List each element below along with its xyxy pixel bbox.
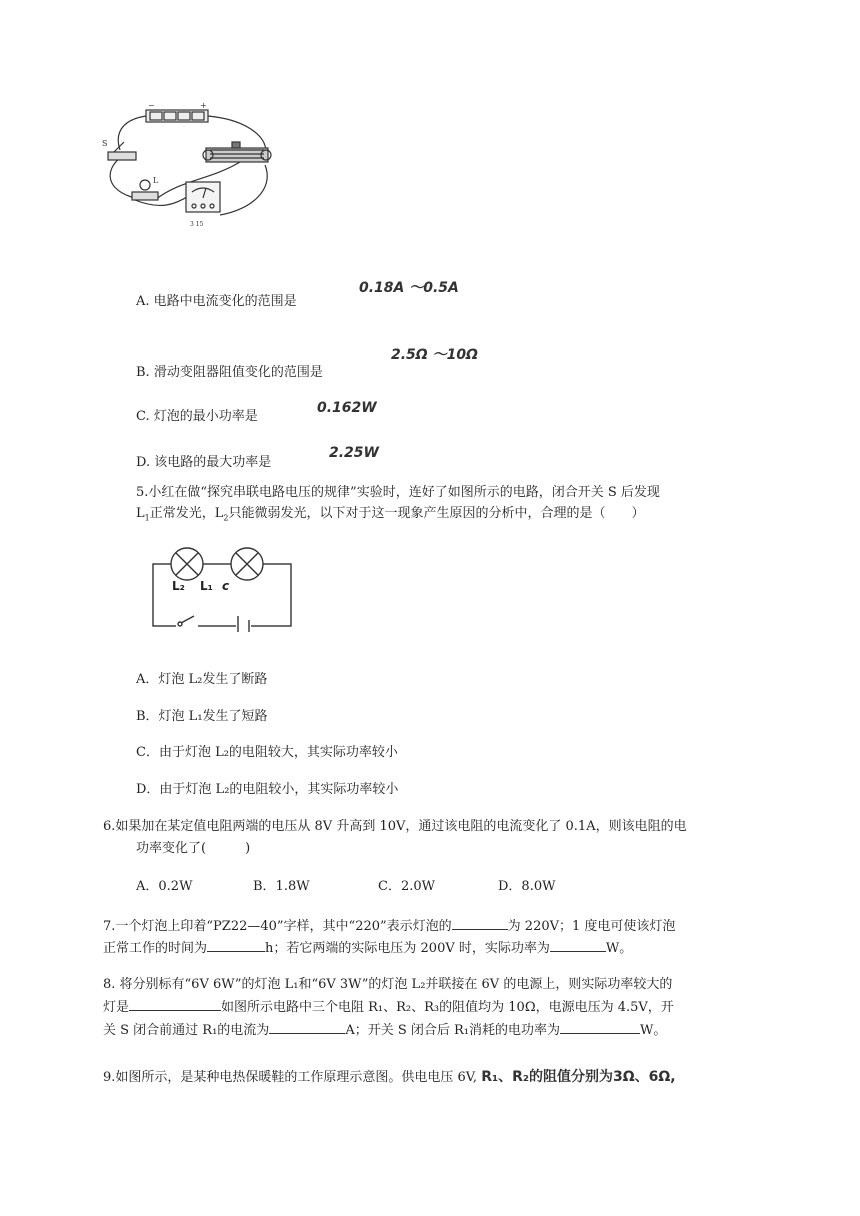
q4-option-c-value: 0.162W [317, 400, 377, 416]
q8-blank-1[interactable] [129, 998, 221, 1011]
q8-line1: 8. 将分别标有“6V 6W”的灯泡 L₁和“6V 3W”的灯泡 L₂并联接在 6V 的电源上，则实际功率较大的 [103, 977, 673, 992]
q6-option-b: B．1.8W [253, 879, 310, 894]
q8-blank-3[interactable] [560, 1021, 640, 1034]
q7-text-d: h；若它两端的实际电压为 200V 时，实际功率为 [265, 941, 550, 956]
q6-stem-line2: 功率变化了( ) [136, 841, 251, 856]
q8-line3 [103, 1019, 666, 1038]
q7-blank-3[interactable] [550, 939, 606, 952]
q8-text-e: W。 [640, 1023, 667, 1038]
q4-option-a-value: 0.18A ～0.5A [359, 280, 459, 296]
q5-option-b: B．灯泡 L₁发生了短路 [136, 709, 268, 724]
q4-option-b: B. 滑动变阻器阻值变化的范围是 [136, 365, 323, 380]
q7-text-a: 7.一个灯泡上印着“PZ22—40”字样，其中“220”表示灯泡的 [103, 919, 452, 934]
q6-option-c: C．2.0W [378, 879, 435, 894]
q7-line1 [103, 915, 675, 934]
q6-stem-line1: 6.如果加在某定值电阻两端的电压从 8V 升高到 10V，通过该电阻的电流变化了 0.1A，则该电阻的电 [103, 819, 687, 834]
q6-option-d: D．8.0W [498, 879, 556, 894]
c-label: c [222, 579, 230, 593]
q5-stem-line2 [136, 502, 644, 523]
figure1-plus: + [200, 101, 207, 110]
q7-text-e: W。 [605, 941, 633, 956]
q7-line2 [103, 937, 632, 956]
q8-text-b: 如图所示电路中三个电阻 R₁、R₂、R₃的阻值均为 10Ω，电源电压为 4.5V，开 [221, 1000, 674, 1015]
q5-sub1: 1 [144, 513, 150, 523]
q7-text-c: 正常工作的时间为 [103, 941, 208, 956]
q4-option-b-value: 2.5Ω ～10Ω [391, 347, 478, 363]
figure1-meter-scale: 3 15 [190, 221, 204, 228]
q5-sub2: 2 [223, 513, 229, 523]
figure1-minus: − [148, 101, 155, 110]
l2-label: L₂ [172, 579, 185, 593]
q7-text-b: 为 220V；1 度电可使该灯泡 [507, 919, 676, 934]
q7-blank-2[interactable] [207, 939, 265, 952]
q7-blank-1[interactable] [452, 917, 508, 930]
q5-option-d: D．由于灯泡 L₂的电阻较小，其实际功率较小 [136, 782, 399, 797]
q5-option-c: C．由于灯泡 L₂的电阻较大，其实际功率较小 [136, 745, 398, 760]
q4-option-d-value: 2.25W [329, 445, 379, 461]
figure1-lamp-label: L [153, 176, 159, 185]
q4-option-a: A. 电路中电流变化的范围是 [136, 294, 297, 309]
q8-blank-2[interactable] [269, 1021, 345, 1034]
q5-option-a: A．灯泡 L₂发生了断路 [136, 672, 268, 687]
q8-text-c: 关 S 闭合前通过 R₁的电流为 [103, 1023, 270, 1038]
q5-l-text: L [136, 506, 145, 521]
apparatus-figure [100, 100, 290, 240]
q8-text-a: 灯是 [103, 1000, 130, 1015]
q9-math: R₁、R₂的阻值分别为3Ω、6Ω, [481, 1069, 676, 1085]
q5-text-c: 只能微弱发光，以下对于这一现象产生原因的分析中，合理的是（ ） [228, 506, 645, 521]
l1-label: L₁ [200, 579, 213, 593]
q4-option-c: C. 灯泡的最小功率是 [136, 409, 258, 424]
q6-option-a: A．0.2W [136, 879, 193, 894]
q9-text: 9.如图所示，是某种电热保暖鞋的工作原理示意图。供电电压 6V, [103, 1070, 478, 1085]
q8-text-d: A；开关 S 闭合后 R₁消耗的电功率为 [345, 1023, 561, 1038]
q9-line1 [103, 1066, 676, 1086]
q4-option-d: D. 该电路的最大功率是 [136, 455, 272, 470]
q8-line2 [103, 996, 674, 1015]
q5-stem-line1: 5.小红在做“探究串联电路电压的规律”实验时，连好了如图所示的电路，闭合开关 S 后发现 [136, 485, 660, 500]
figure1-switch-label: S [102, 139, 108, 148]
q5-text-b: 正常发光，L [149, 506, 224, 521]
series-circuit-figure [150, 544, 295, 632]
